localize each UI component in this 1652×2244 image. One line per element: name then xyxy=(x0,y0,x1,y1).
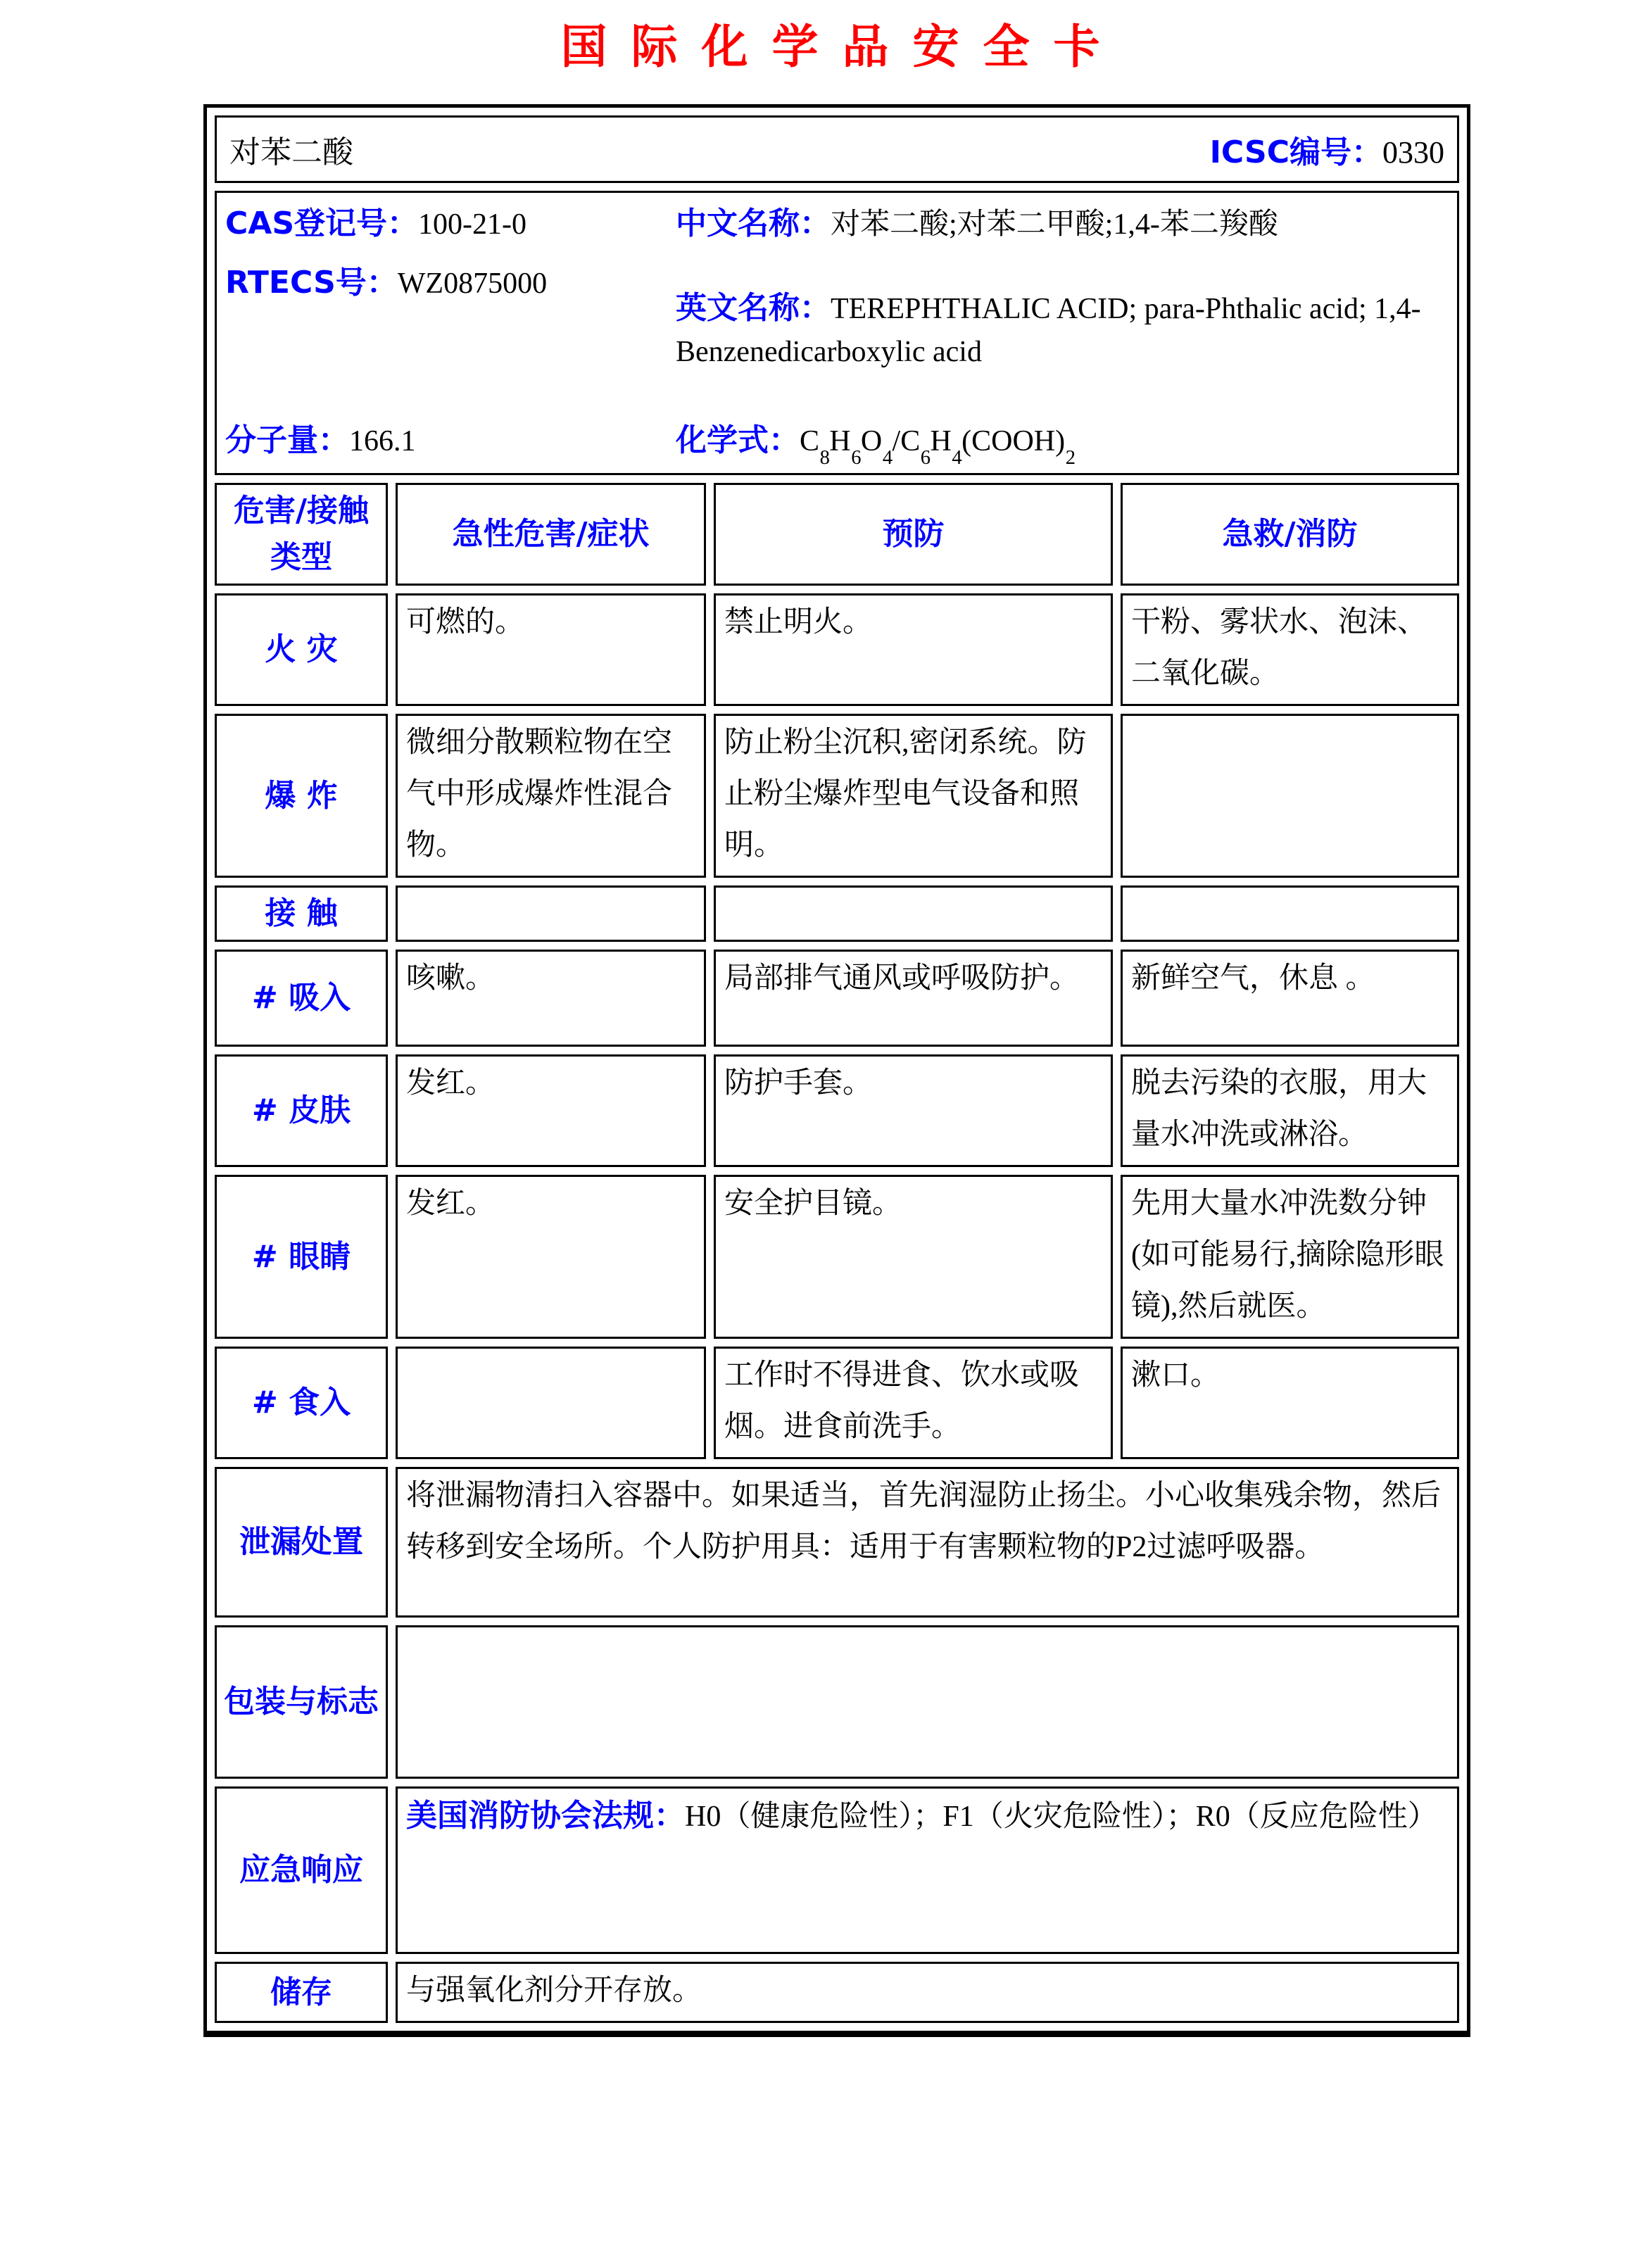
row-chemical-name xyxy=(215,115,1459,183)
chemical-formula-line xyxy=(676,418,1446,469)
row-explosion xyxy=(215,714,1459,878)
fire-label: 火 灾 xyxy=(215,593,388,706)
contact-label: 接 触 xyxy=(215,885,388,942)
explosion-prevention: 防止粉尘沉积,密闭系统。防止粉尘爆炸型电气设备和照明。 xyxy=(714,714,1113,878)
packaging-labeling-label: 包装与标志 xyxy=(215,1625,388,1779)
packaging-labeling-text xyxy=(396,1625,1459,1779)
row-skin xyxy=(215,1054,1459,1167)
english-name-line xyxy=(676,286,1446,374)
rtecs-number-value: WZ0875000 xyxy=(397,267,548,300)
skin-first-aid: 脱去污染的衣服，用大量水冲洗或淋浴。 xyxy=(1121,1054,1459,1167)
fire-symptoms: 可燃的。 xyxy=(396,593,706,706)
ingestion-first-aid: 漱口。 xyxy=(1121,1347,1459,1459)
emergency-response-cell xyxy=(396,1786,1459,1954)
explosion-symptoms: 微细分散颗粒物在空气中形成爆炸性混合物。 xyxy=(396,714,706,878)
skin-symptoms: 发红。 xyxy=(396,1054,706,1167)
row-fire xyxy=(215,593,1459,706)
row-spill-disposal xyxy=(215,1467,1459,1618)
row-hazard-header xyxy=(215,483,1459,586)
header-symptoms: 急性危害/症状 xyxy=(396,483,706,586)
inhalation-symptoms: 咳嗽。 xyxy=(396,950,706,1047)
ingestion-label: # 食入 xyxy=(215,1347,388,1459)
inhalation-label: # 吸入 xyxy=(215,950,388,1047)
ingestion-prevention: 工作时不得进食、饮水或吸烟。进食前洗手。 xyxy=(714,1347,1113,1459)
chemical-name-flex xyxy=(229,118,1444,180)
row-ingestion xyxy=(215,1347,1459,1459)
header-prevention: 预防 xyxy=(714,483,1113,586)
english-name-label: 英文名称： xyxy=(676,289,831,326)
explosion-label: 爆 炸 xyxy=(215,714,388,878)
row-emergency-response xyxy=(215,1786,1459,1954)
storage-label: 储存 xyxy=(215,1962,388,2023)
eyes-first-aid: 先用大量水冲洗数分钟(如可能易行,摘除隐形眼镜),然后就医。 xyxy=(1121,1175,1459,1339)
icsc-number-wrap xyxy=(1210,127,1444,172)
chinese-name-label: 中文名称： xyxy=(676,206,831,241)
identifiers-cell xyxy=(215,191,1459,475)
eyes-label: # 眼睛 xyxy=(215,1175,388,1339)
icsc-number-value: 0330 xyxy=(1382,135,1445,170)
contact-first-aid xyxy=(1121,885,1459,942)
skin-prevention: 防护手套。 xyxy=(714,1054,1113,1167)
chinese-name-value: 对苯二酸;对苯二甲酸;1,4-苯二羧酸 xyxy=(831,208,1278,241)
ingestion-symptoms xyxy=(396,1347,706,1459)
row-packaging-labeling xyxy=(215,1625,1459,1779)
nfpa-code-label: 美国消防协会法规： xyxy=(406,1798,685,1834)
row-contact xyxy=(215,885,1459,942)
chemical-formula-label: 化学式： xyxy=(676,422,800,459)
cas-number-value: 100-21-0 xyxy=(418,208,527,241)
fire-first-aid: 干粉、雾状水、泡沫、二氧化碳。 xyxy=(1121,593,1459,706)
header-first-aid: 急救/消防 xyxy=(1121,483,1459,586)
molecular-weight-line xyxy=(225,418,676,463)
identifiers-left-column xyxy=(225,201,676,463)
cas-number-label: CAS登记号： xyxy=(225,206,419,241)
identifiers-right-column xyxy=(676,201,1446,469)
storage-text: 与强氧化剂分开存放。 xyxy=(396,1962,1459,2023)
row-eyes xyxy=(215,1175,1459,1339)
chemical-name-cell xyxy=(215,115,1459,183)
icsc-number-label: ICSC编号： xyxy=(1209,134,1383,170)
row-inhalation xyxy=(215,950,1459,1047)
molecular-weight-value: 166.1 xyxy=(349,425,416,458)
page-title: 国际化学品安全卡 xyxy=(560,20,1124,74)
rtecs-number-line xyxy=(225,260,676,305)
inhalation-first-aid: 新鲜空气，休息 。 xyxy=(1121,950,1459,1047)
contact-prevention xyxy=(714,885,1113,942)
skin-label: # 皮肤 xyxy=(215,1054,388,1167)
chinese-name-line xyxy=(676,201,1446,246)
eyes-prevention: 安全护目镜。 xyxy=(714,1175,1113,1339)
header-hazard-type: 危害/接触 类型 xyxy=(215,483,388,586)
identifiers-layout xyxy=(225,201,1446,469)
cas-number-line xyxy=(225,201,676,246)
inhalation-prevention: 局部排气通风或呼吸防护。 xyxy=(714,950,1113,1047)
rtecs-number-label: RTECS号： xyxy=(225,264,398,301)
emergency-response-label: 应急响应 xyxy=(215,1786,388,1954)
english-name-value: TEREPHTHALIC ACID; para-Phthalic acid; 1,4-Benzenedicarboxylic acid xyxy=(676,292,1421,368)
contact-symptoms xyxy=(396,885,706,942)
spill-disposal-text: 将泄漏物清扫入容器中。如果适当，首先润湿防止扬尘。小心收集残余物，然后转移到安全场所。个人防护用具：适用于有害颗粒物的P2过滤呼吸器。 xyxy=(396,1467,1459,1618)
eyes-symptoms: 发红。 xyxy=(396,1175,706,1339)
explosion-first-aid xyxy=(1121,714,1459,878)
row-identifiers xyxy=(215,191,1459,475)
nfpa-code-text: H0（健康危险性）；F1（火灾危险性）；R0（反应危险性） xyxy=(685,1801,1437,1833)
row-storage xyxy=(215,1962,1459,2023)
fire-prevention: 禁止明火。 xyxy=(714,593,1113,706)
molecular-weight-label: 分子量： xyxy=(225,422,349,459)
chemical-name: 对苯二酸 xyxy=(229,135,353,170)
safety-card-table xyxy=(203,104,1470,2037)
chemical-formula-value: $C_8H_6O_4/C_6H_4(COOH)_2$ xyxy=(800,425,1076,469)
spill-disposal-label: 泄漏处置 xyxy=(215,1467,388,1618)
